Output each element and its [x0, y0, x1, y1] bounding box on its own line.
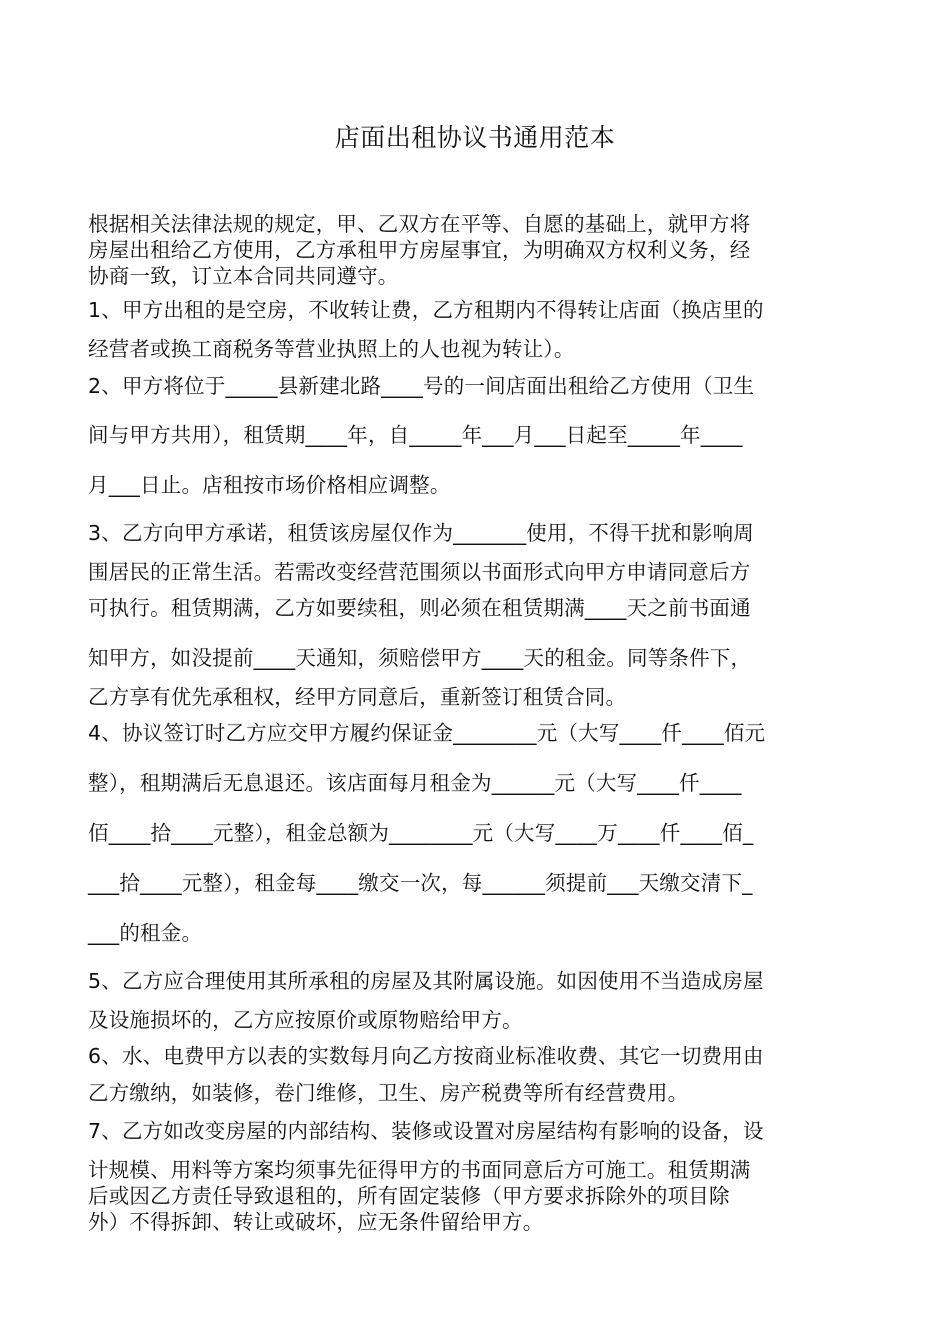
paragraph-line: ___的租金。: [88, 921, 203, 945]
paragraph-line: 知甲方，如没提前____天通知，须赔偿甲方____天的租金。同等条件下，: [88, 646, 752, 670]
paragraph-line: ___拾____元整），租金每____缴交一次，每______须提前___天缴交清下_: [88, 871, 753, 895]
paragraph-line: 乙方享有优先承租权，经甲方同意后，重新签订租赁合同。: [88, 685, 627, 709]
paragraph-line: 可执行。租赁期满，乙方如要续租，则必须在租赁期满____天之前书面通: [88, 596, 751, 620]
paragraph-line: 6、水、电费甲方以表的实数每月向乙方按商业标准收费、其它一切费用由: [88, 1044, 764, 1068]
paragraph-line: 佰____拾____元整），租金总额为________元（大写____万____仟____佰_: [88, 821, 754, 845]
paragraph-line: 经营者或换工商税务等营业执照上的人也视为转让）。: [88, 337, 575, 361]
paragraph-line: 计规模、用料等方案均须事先征得甲方的书面同意后方可施工。租赁期满: [88, 1158, 751, 1182]
paragraph-line: 整），租期满后无息退还。该店面每月租金为______元（大写____仟____: [88, 771, 742, 795]
paragraph-line: 2、甲方将位于_____县新建北路____号的一间店面出租给乙方使用（卫生: [88, 374, 755, 398]
paragraph-line: 后或因乙方责任导致退租的，所有固定装修（甲方要求拆除外的项目除: [88, 1184, 730, 1208]
paragraph-line: 外）不得拆卸、转让或破坏，应无条件留给甲方。: [88, 1210, 544, 1234]
paragraph-line: 及设施损坏的，乙方应按原价或原物赔给甲方。: [88, 1008, 523, 1032]
document-title: 店面出租协议书通用范本: [334, 123, 616, 152]
paragraph-line: 围居民的正常生活。若需改变经营范围须以书面形式向甲方申请同意后方: [88, 560, 751, 584]
paragraph-line: 7、乙方如改变房屋的内部结构、装修或设置对房屋结构有影响的设备，设: [88, 1119, 764, 1143]
paragraph-line: 1、甲方出租的是空房，不收转让费，乙方租期内不得转让店面（换店里的: [88, 298, 764, 322]
paragraph-line: 月___日止。店租按市场价格相应调整。: [88, 473, 451, 497]
paragraph-line: 间与甲方共用），租赁期____年，自_____年___月___日起至_____年____: [88, 423, 743, 447]
paragraph-line: 协商一致，订立本合同共同遵守。: [88, 264, 399, 288]
paragraph-line: 房屋出租给乙方使用，乙方承租甲方房屋事宜，为明确双方权利义务，经: [88, 238, 751, 262]
paragraph-line: 根据相关法律法规的规定，甲、乙双方在平等、自愿的基础上，就甲方将: [88, 212, 751, 236]
paragraph-line: 4、协议签订时乙方应交甲方履约保证金________元（大写____仟____佰元: [88, 721, 766, 745]
paragraph-line: 乙方缴纳，如装修，卷门维修，卫生、房产税费等所有经营费用。: [88, 1081, 689, 1105]
paragraph-line: 3、乙方向甲方承诺，租赁该房屋仅作为_______使用，不得干扰和影响周: [88, 521, 754, 545]
paragraph-line: 5、乙方应合理使用其所承租的房屋及其附属设施。如因使用不当造成房屋: [88, 969, 764, 993]
